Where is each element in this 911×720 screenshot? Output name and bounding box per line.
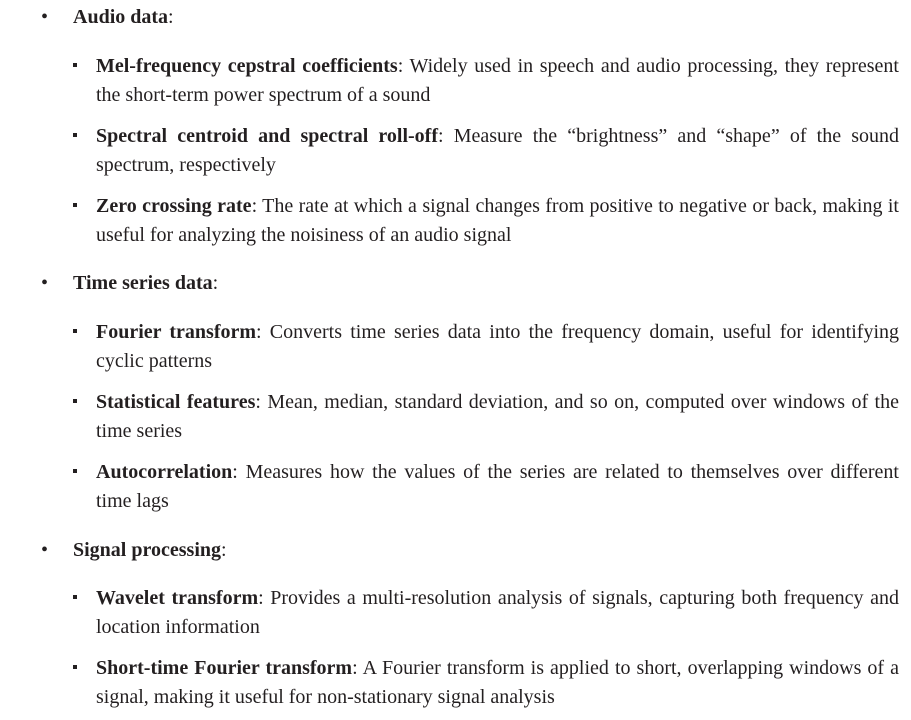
section-title-suffix: :	[168, 6, 174, 28]
item-description: : Provides a multi-resolution analysis of signals, capturing both frequency and location information	[96, 587, 899, 638]
item-description: : A Fourier transform is applied to short, overlapping windows of a signal, making it useful for non-stationary signal analysis	[96, 657, 899, 708]
bullet-square	[73, 399, 77, 403]
item-term: Spectral centroid and spectral roll-off	[96, 125, 438, 147]
item-description: : Measures how the values of the series are related to themselves over different time lags	[96, 461, 899, 512]
section-title: Time series data	[73, 272, 213, 294]
section-title: Signal processing	[73, 539, 221, 561]
bullet-square	[73, 329, 77, 333]
section-time-series-data	[0, 268, 911, 512]
bullet-square	[73, 595, 77, 599]
section-title: Audio data	[73, 6, 169, 28]
bullet-square	[73, 469, 77, 473]
bullet-dot: •	[41, 6, 49, 28]
item-description: : Measure the “brightness” and “shape” of the sound spectrum, respectively	[96, 125, 899, 176]
item-term: Mel-frequency cepstral coefficients	[96, 55, 398, 77]
bullet-square	[73, 133, 77, 137]
section-audio-data	[0, 2, 911, 246]
section-signal-processing	[0, 535, 911, 708]
top-list-item	[0, 268, 911, 298]
item-term: Wavelet transform	[96, 587, 259, 609]
item-term: Zero crossing rate	[96, 195, 252, 217]
item-description: : Mean, median, standard deviation, and so on, computed over windows of the time series	[96, 391, 899, 442]
top-list-item	[0, 2, 911, 32]
item-description: : Widely used in speech and audio processing, they represent the short-term power spectrum of a sound	[96, 55, 899, 106]
section-title-suffix: :	[212, 272, 219, 294]
item-term: Autocorrelation	[96, 461, 233, 483]
section-title-suffix: :	[221, 539, 227, 561]
bullet-square	[73, 63, 77, 67]
item-description: : Converts time series data into the frequency domain, useful for identifying cyclic patterns	[96, 321, 899, 372]
bullet-square	[73, 203, 77, 207]
bullet-square	[73, 665, 77, 669]
item-term: Statistical features	[96, 391, 256, 413]
bullet-dot: •	[41, 272, 49, 294]
item-description: : The rate at which a signal changes from positive to negative or back, making it useful for analyzing the noisiness of an audio signal	[96, 195, 899, 246]
bullet-dot: •	[41, 539, 49, 561]
item-term: Fourier transform	[96, 321, 257, 343]
top-list-item	[0, 535, 911, 565]
item-term: Short-time Fourier transform	[96, 657, 353, 679]
